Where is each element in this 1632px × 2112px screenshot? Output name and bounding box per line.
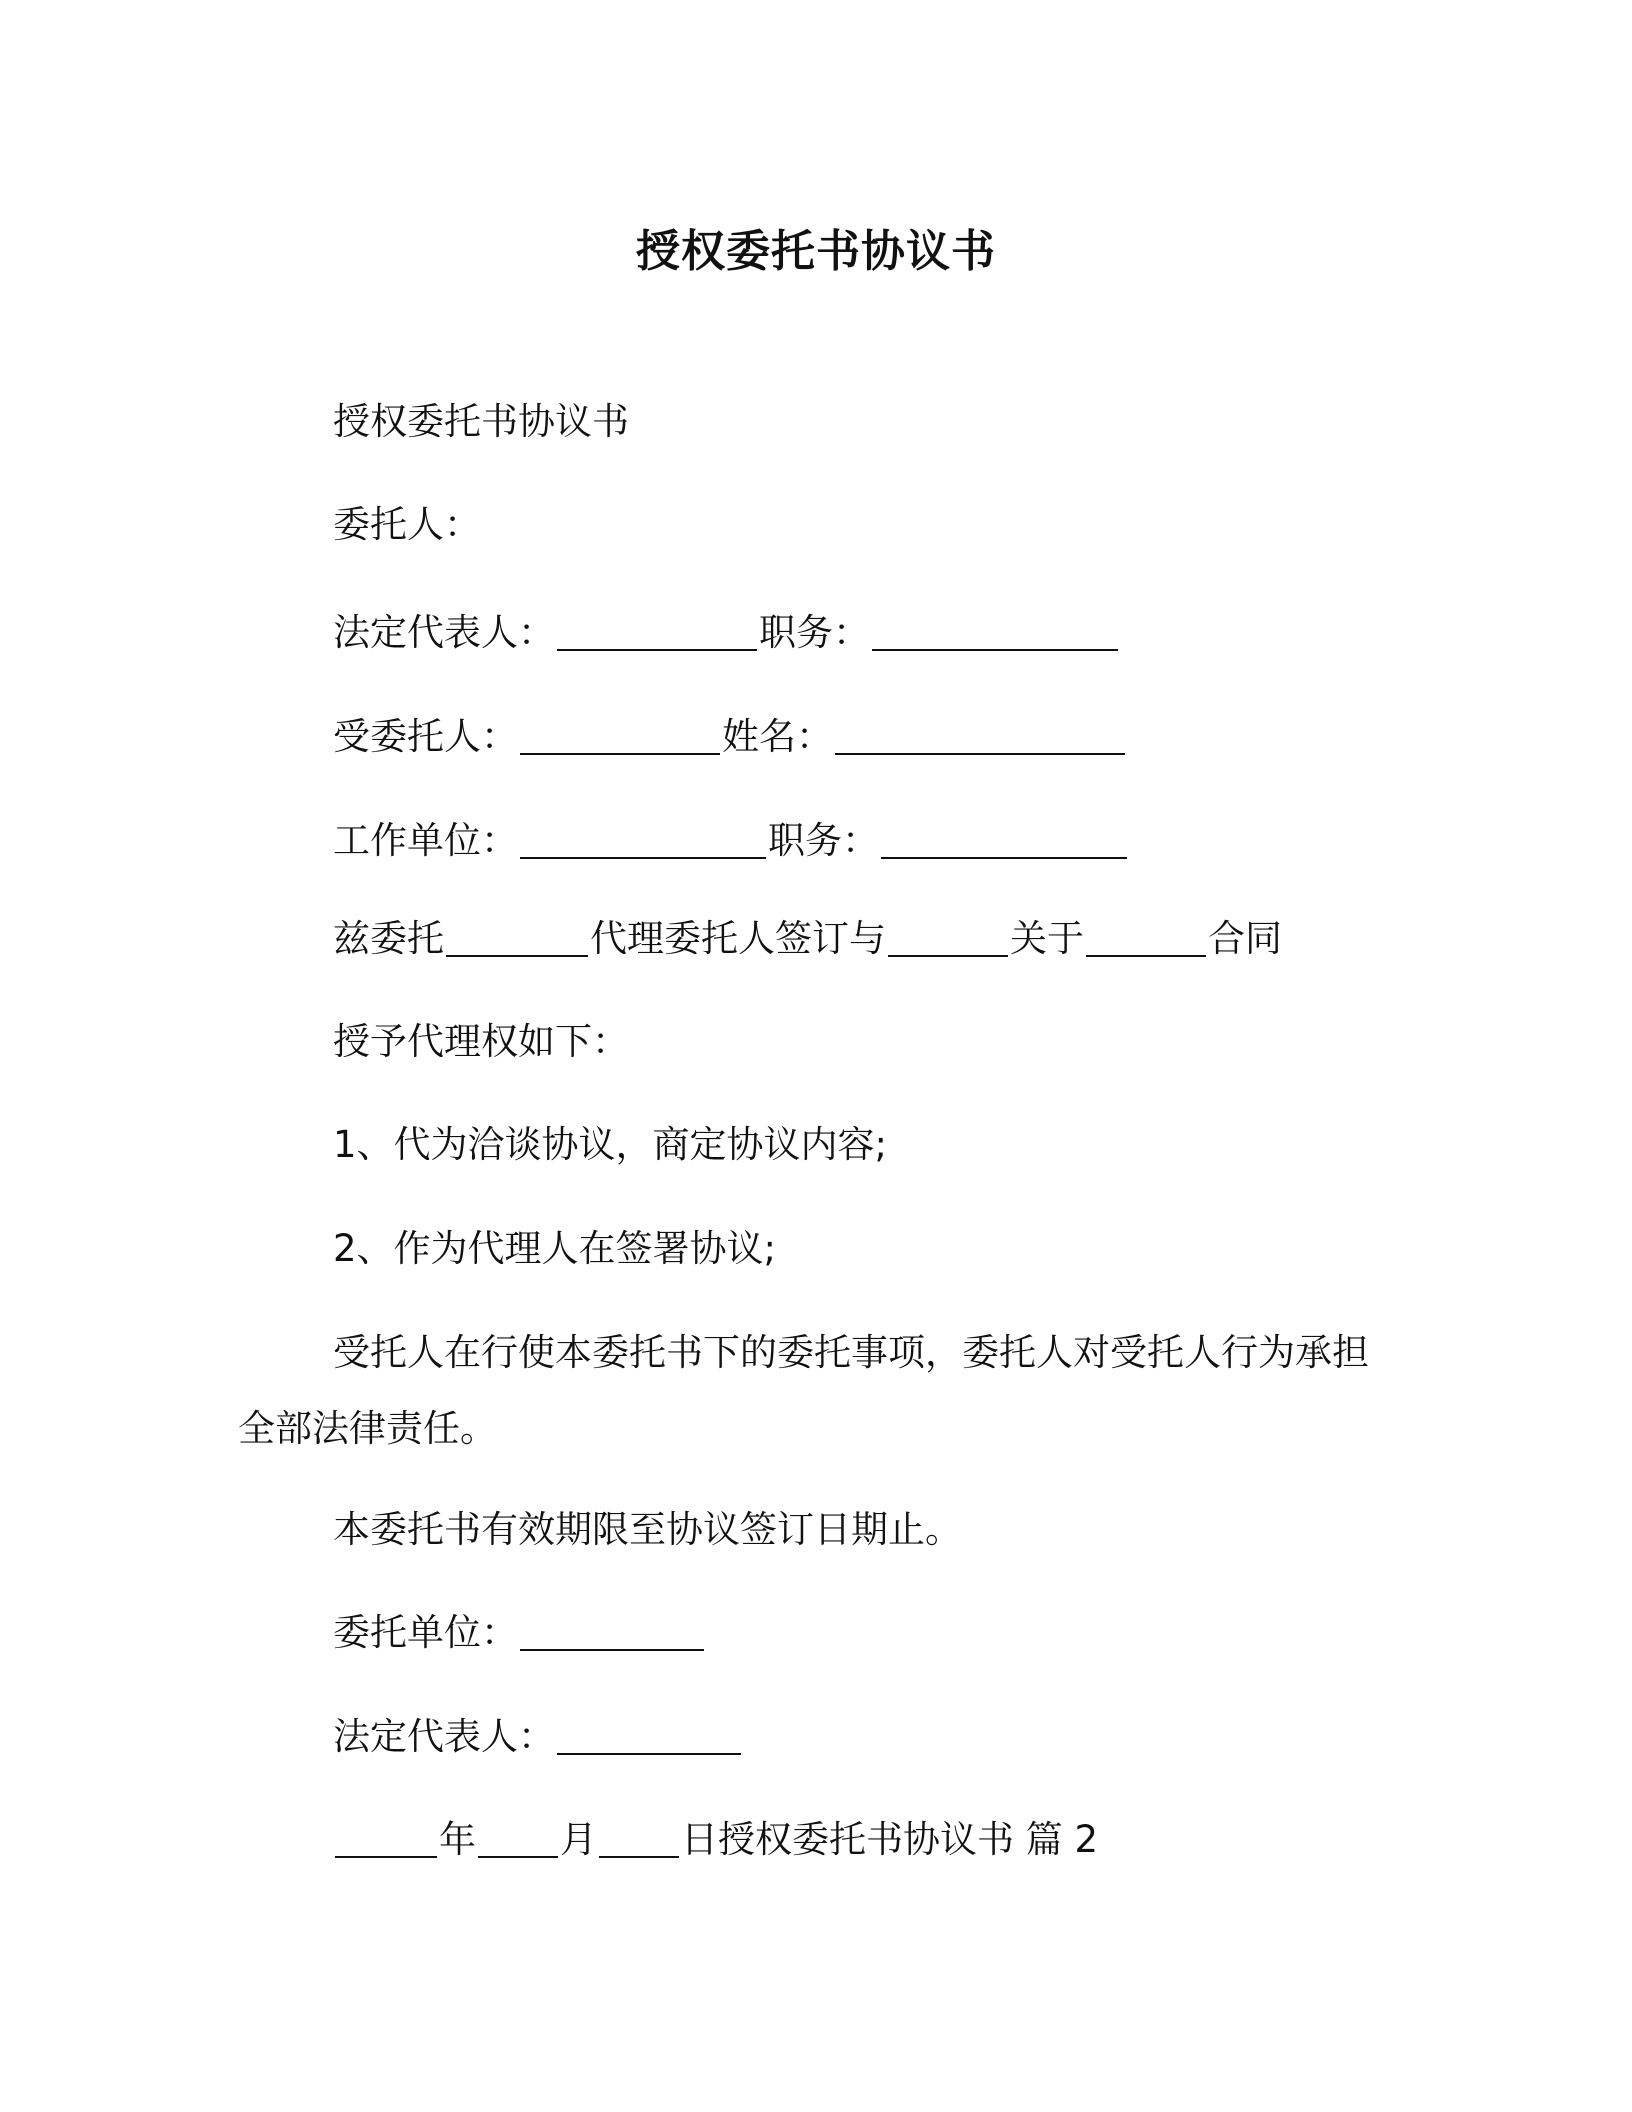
workplace-line <box>333 816 1129 866</box>
agent-name-label: 姓名： <box>722 715 833 759</box>
validity-line: 本委托书有效期限至协议签订日期止。 <box>333 1508 962 1551</box>
grant-item-2: 2、作为代理人在签署协议; <box>333 1227 777 1270</box>
agent-line <box>333 712 1127 762</box>
entrust-part4: 合同 <box>1208 917 1282 961</box>
legal-rep-blank <box>557 614 757 651</box>
year-blank <box>335 1821 437 1858</box>
workplace-position-label: 职务： <box>768 819 879 863</box>
principal-line: 委托人： <box>333 503 481 546</box>
heading-line: 授权委托书协议书 <box>333 400 629 443</box>
entrusting-unit-blank <box>520 1614 704 1651</box>
entrust-part3: 关于 <box>1010 917 1084 961</box>
responsibility-line-1: 受托人在行使本委托书下的委托事项，委托人对受托人行为承担 <box>333 1331 1369 1374</box>
entrust-blank-1 <box>446 920 588 957</box>
legal-rep-position-blank <box>872 614 1118 651</box>
legal-representative-line <box>333 608 1120 658</box>
month-label: 月 <box>560 1818 597 1862</box>
grant-item-1: 1、代为洽谈协议，商定协议内容; <box>333 1123 888 1166</box>
legal-rep-label: 法定代表人： <box>333 611 555 655</box>
month-blank <box>478 1821 558 1858</box>
year-label: 年 <box>439 1818 476 1862</box>
responsibility-line-2: 全部法律责任。 <box>238 1407 497 1450</box>
workplace-blank <box>520 822 766 859</box>
legal-rep-position-label: 职务： <box>759 611 870 655</box>
entrusting-unit-line <box>333 1608 706 1658</box>
document-title: 授权委托书协议书 <box>636 226 996 277</box>
legal-rep-sign-line <box>333 1712 743 1762</box>
agent-name-blank <box>835 718 1125 755</box>
day-blank <box>599 1821 679 1858</box>
grant-intro-line: 授予代理权如下： <box>333 1020 629 1063</box>
agent-label: 受委托人： <box>333 715 518 759</box>
day-and-next-label: 日授权委托书协议书 篇 2 <box>681 1818 1099 1862</box>
legal-rep-sign-blank <box>557 1718 741 1755</box>
entrust-blank-2 <box>888 920 1008 957</box>
date-line <box>333 1815 1098 1865</box>
agent-blank <box>520 718 720 755</box>
entrust-blank-3 <box>1086 920 1206 957</box>
legal-rep-sign-label: 法定代表人： <box>333 1715 555 1759</box>
workplace-position-blank <box>881 822 1127 859</box>
entrust-part2: 代理委托人签订与 <box>590 917 886 961</box>
entrust-line <box>333 914 1282 964</box>
entrusting-unit-label: 委托单位： <box>333 1611 518 1655</box>
workplace-label: 工作单位： <box>333 819 518 863</box>
entrust-part1: 兹委托 <box>333 917 444 961</box>
